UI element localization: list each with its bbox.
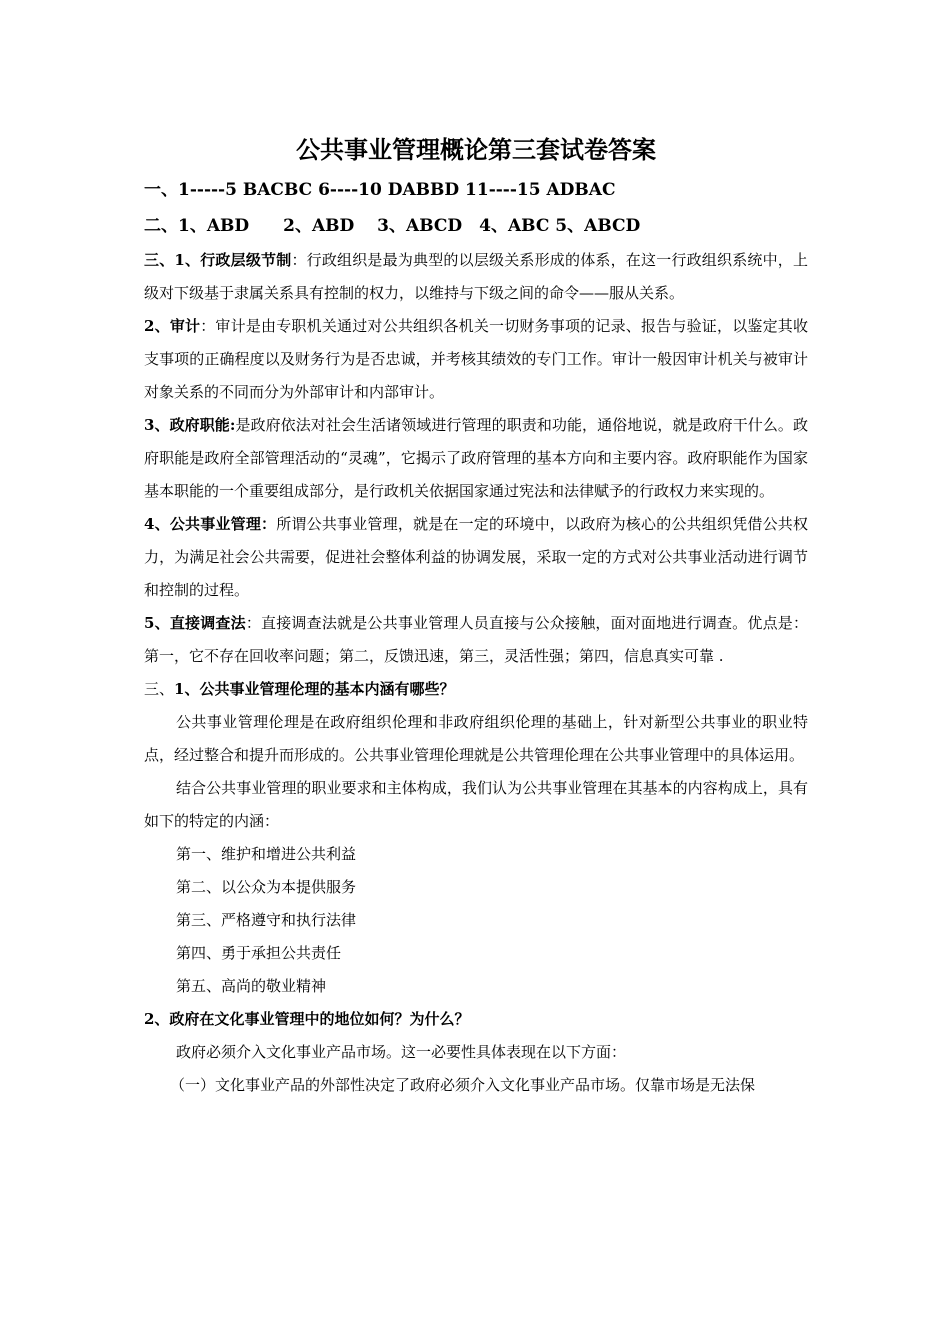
definition-5 xyxy=(144,607,808,673)
answers-section-two: 二、1、ABD 2、ABD 3、ABCD 4、ABC 5、ABCD xyxy=(144,216,641,236)
list-item: 第四、勇于承担公共责任 xyxy=(176,944,342,962)
answers-section-one: 一、1-----5 BACBC 6----10 DABBD 11----15 ADBAC xyxy=(144,180,616,200)
definition-body: ：审计是由专职机关通过对公共组织各机关一切财务事项的记录、报告与验证，以鉴定其收支事项的正确程度以及财务行为是否忠诚，并考核其绩效的专门工作。审计一般因审计机关与被审计对象关系的不同而分为外部审计和内部审计。 xyxy=(144,317,808,401)
question-section-prefix: 三、 xyxy=(144,680,175,698)
question-1-paragraph-1: 公共事业管理伦理是在政府组织伦理和非政府组织伦理的基础上，针对新型公共事业的职业特点，经过整合和提升而形成的。公共事业管理伦理就是公共管理伦理在公共事业管理中的具体运用。 xyxy=(144,713,808,764)
question-1-heading xyxy=(144,673,808,706)
list-item: 第一、维护和增进公共利益 xyxy=(176,845,357,863)
definition-body: 所谓公共事业管理，就是在一定的环境中，以政府为核心的公共组织凭借公共权力，为满足社会公共需要，促进社会整体利益的协调发展，采取一定的方式对公共事业活动进行调节和控制的过程。 xyxy=(144,515,808,599)
definition-4 xyxy=(144,508,808,607)
question-1-paragraph-2: 结合公共事业管理的职业要求和主体构成，我们认为公共事业管理在其基本的内容构成上，具有如下的特定的内涵： xyxy=(144,779,808,830)
question-2-paragraph-1: 政府必须介入文化事业产品市场。这一必要性具体表现在以下方面： xyxy=(176,1043,627,1061)
definition-term: 4、公共事业管理： xyxy=(144,515,277,533)
question-title: 1、公共事业管理伦理的基本内涵有哪些？ xyxy=(174,680,455,698)
definition-term: 2、审计 xyxy=(144,317,201,335)
question-2-paragraph-2: （一）文化事业产品的外部性决定了政府必须介入文化事业产品市场。仅靠市场是无法保 xyxy=(170,1076,756,1094)
definition-1 xyxy=(144,244,808,310)
definition-body: ：直接调查法就是公共事业管理人员直接与公众接触，面对面地进行调查。优点是：第一，它不存在回收率问题；第二，反馈迅速，第三，灵活性强；第四，信息真实可靠 . xyxy=(144,614,808,665)
question-2-heading: 2、政府在文化事业管理中的地位如何？为什么？ xyxy=(144,1010,470,1028)
definition-2 xyxy=(144,310,808,409)
list-item: 第三、严格遵守和执行法律 xyxy=(176,911,357,929)
definition-body: 是政府依法对社会生活诸领域进行管理的职责和功能，通俗地说，就是政府干什么。政府职能是政府全部管理活动的“灵魂”，它揭示了政府管理的基本方向和主要内容。政府职能作为国家基本职能的一个重要组成部分，是行政机关依据国家通过宪法和法律赋予的行政权力来实现的。 xyxy=(144,416,808,500)
definition-3 xyxy=(144,409,808,508)
list-item: 第五、高尚的敬业精神 xyxy=(176,977,327,995)
definition-term: 3、政府职能: xyxy=(144,416,236,434)
list-item: 第二、以公众为本提供服务 xyxy=(176,878,357,896)
page-title: 公共事业管理概论第三套试卷答案 xyxy=(296,135,656,164)
document-page xyxy=(144,128,808,1102)
definition-term: 三、1、行政层级节制 xyxy=(144,251,292,269)
definition-body: ：行政组织是最为典型的以层级关系形成的体系，在这一行政组织系统中，上级对下级基于隶属关系具有控制的权力，以维持与下级之间的命令——服从关系。 xyxy=(144,251,808,302)
definition-term: 5、直接调查法 xyxy=(144,614,246,632)
